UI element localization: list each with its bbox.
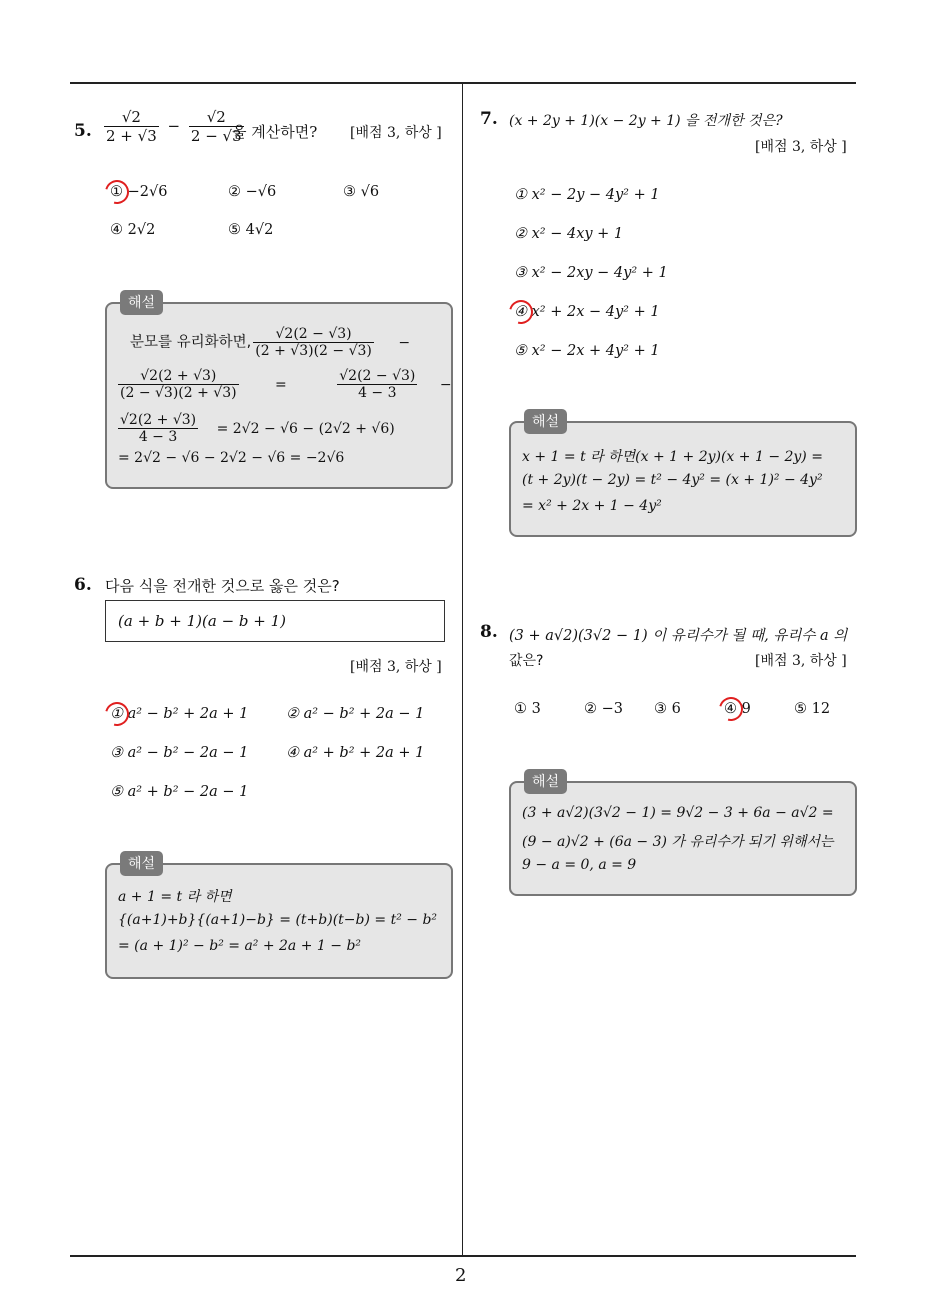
q5-choice-3[interactable]: ③ √6 — [343, 184, 380, 200]
q6-choice-3[interactable]: ③ a² − b² − 2a − 1 — [110, 745, 249, 761]
q7-choice-1[interactable]: ① x² − 2y − 4y² + 1 — [514, 187, 660, 203]
q5-frac2-den: 2 − √3 — [190, 127, 242, 145]
q7-choice-5[interactable]: ⑤ x² − 2x + 4y² + 1 — [514, 343, 660, 359]
q5-sol-frac-b-den: (2 − √3)(2 + √3) — [120, 385, 237, 401]
q6-sol-line1: a + 1 = t 라 하면 — [118, 889, 232, 905]
q6-score: [배점 3, 하상 ] — [350, 659, 442, 675]
q7-solution-tag: 해설 — [524, 409, 567, 434]
q5-frac1-den: 2 + √3 — [106, 127, 157, 145]
q8-choice-2[interactable]: ② −3 — [584, 701, 623, 717]
q5-sol-frac-b-num: √2(2 + √3) — [118, 368, 239, 385]
q6-expression: (a + b + 1)(a − b + 1) — [118, 612, 287, 630]
q8-choice-1[interactable]: ① 3 — [514, 701, 541, 717]
q5-sol-frac-b — [118, 368, 239, 401]
q5-sol-line4: = 2√2 − √6 − 2√2 − √6 = −2√6 — [118, 450, 345, 466]
q5-suffix: 을 계산하면? — [232, 123, 318, 141]
q8-answer-mark — [715, 693, 748, 726]
q5-frac1-num: √2 — [104, 108, 159, 127]
q8-sol-line2: (9 − a)√2 + (6a − 3) 가 유리수가 되기 위해서는 — [522, 834, 834, 850]
q5-sol-frac-a-den: (2 + √3)(2 − √3) — [255, 343, 372, 359]
bottom-rule — [70, 1255, 856, 1257]
q5-sol-frac-c — [337, 368, 417, 401]
q7-choice-4[interactable]: ④ x² + 2x − 4y² + 1 — [514, 304, 660, 320]
q5-sol-frac-d — [118, 412, 198, 445]
q7-sol-line1: x + 1 = t 라 하면(x + 1 + 2y)(x + 1 − 2y) = — [522, 449, 823, 465]
q5-fraction-1 — [104, 108, 159, 145]
column-divider — [462, 83, 463, 1256]
q7-text: (x + 2y + 1)(x − 2y + 1) 을 전개한 것은? — [509, 113, 783, 129]
q5-sol-frac-a — [253, 326, 374, 359]
q5-sol-line3-rest: = 2√2 − √6 − (2√2 + √6) — [216, 420, 395, 437]
q7-choice-3[interactable]: ③ x² − 2xy − 4y² + 1 — [514, 265, 668, 281]
q5-minus: − — [167, 116, 181, 135]
q7-sol-line3: = x² + 2x + 1 − 4y² — [522, 498, 662, 514]
q5-expression — [104, 108, 244, 145]
q7-answer-mark — [505, 296, 538, 329]
q6-sol-line3: = (a + 1)² − b² = a² + 2a + 1 − b² — [118, 938, 362, 954]
q8-number: 8. — [480, 622, 498, 642]
q6-text: 다음 식을 전개한 것으로 옳은 것은? — [105, 577, 340, 595]
q7-number: 7. — [480, 109, 498, 129]
q5-choice-5[interactable]: ⑤ 4√2 — [228, 222, 274, 238]
q8-sol-line3: 9 − a = 0, a = 9 — [522, 857, 637, 873]
q5-sol-line3 — [118, 412, 395, 445]
q6-choice-4[interactable]: ④ a² + b² + 2a + 1 — [286, 745, 425, 761]
q8-score: [배점 3, 하상 ] — [755, 653, 847, 669]
q8-solution-tag: 해설 — [524, 769, 567, 794]
q5-sol-frac-d-num: √2(2 + √3) — [120, 412, 197, 428]
q5-choice-1[interactable]: ① −2√6 — [110, 184, 168, 200]
q5-sol-text: 분모를 유리화하면, — [130, 334, 252, 351]
q8-sol-line1: (3 + a√2)(3√2 − 1) = 9√2 − 3 + 6a − a√2 = — [522, 805, 834, 821]
q8-choice-4[interactable]: ④ 9 — [724, 701, 751, 717]
q5-sol-line1 — [130, 326, 410, 359]
q6-number: 6. — [74, 575, 92, 595]
q7-score: [배점 3, 하상 ] — [755, 139, 847, 155]
q8-text-line2: 값은? — [509, 653, 544, 669]
q7-sol-line2: (t + 2y)(t − 2y) = t² − 4y² = (x + 1)² − 4y² — [522, 472, 823, 488]
q5-frac2-num: √2 — [189, 108, 244, 127]
q5-sol-eq: = — [275, 376, 287, 393]
q7-choice-2[interactable]: ② x² − 4xy + 1 — [514, 226, 624, 242]
q6-solution-tag: 해설 — [120, 851, 163, 876]
q5-score: [배점 3, 하상 ] — [350, 125, 442, 141]
q8-choice-3[interactable]: ③ 6 — [654, 701, 681, 717]
q8-choice-5[interactable]: ⑤ 12 — [794, 701, 831, 717]
q6-choice-2[interactable]: ② a² − b² + 2a − 1 — [286, 706, 425, 722]
q8-text-line1: (3 + a√2)(3√2 − 1) 이 유리수가 될 때, 유리수 a 의 — [509, 628, 848, 644]
page-number: 2 — [455, 1265, 467, 1286]
q5-sol-frac-c-num: √2(2 − √3) — [339, 368, 416, 384]
q6-choice-1[interactable]: ① a² − b² + 2a + 1 — [110, 706, 249, 722]
q5-sol-minus-2: − — [439, 376, 452, 393]
q5-sol-frac-c-den: 4 − 3 — [358, 385, 397, 401]
q5-sol-minus-1: − — [398, 334, 411, 351]
q6-choice-5[interactable]: ⑤ a² + b² − 2a − 1 — [110, 784, 249, 800]
q5-sol-frac-a-num: √2(2 − √3) — [253, 326, 374, 343]
q5-choice-2[interactable]: ② −√6 — [228, 184, 277, 200]
q5-choice-4[interactable]: ④ 2√2 — [110, 222, 156, 238]
q6-sol-line2: {(a+1)+b}{(a+1)−b} = (t+b)(t−b) = t² − b² — [118, 912, 438, 928]
q5-answer-mark — [101, 176, 134, 209]
q5-solution-tag: 해설 — [120, 290, 163, 315]
q5-sol-frac-d-den: 4 − 3 — [138, 429, 178, 445]
q5-sol-line2 — [118, 368, 452, 401]
q6-answer-mark — [101, 698, 134, 731]
q5-number: 5. — [74, 121, 92, 141]
